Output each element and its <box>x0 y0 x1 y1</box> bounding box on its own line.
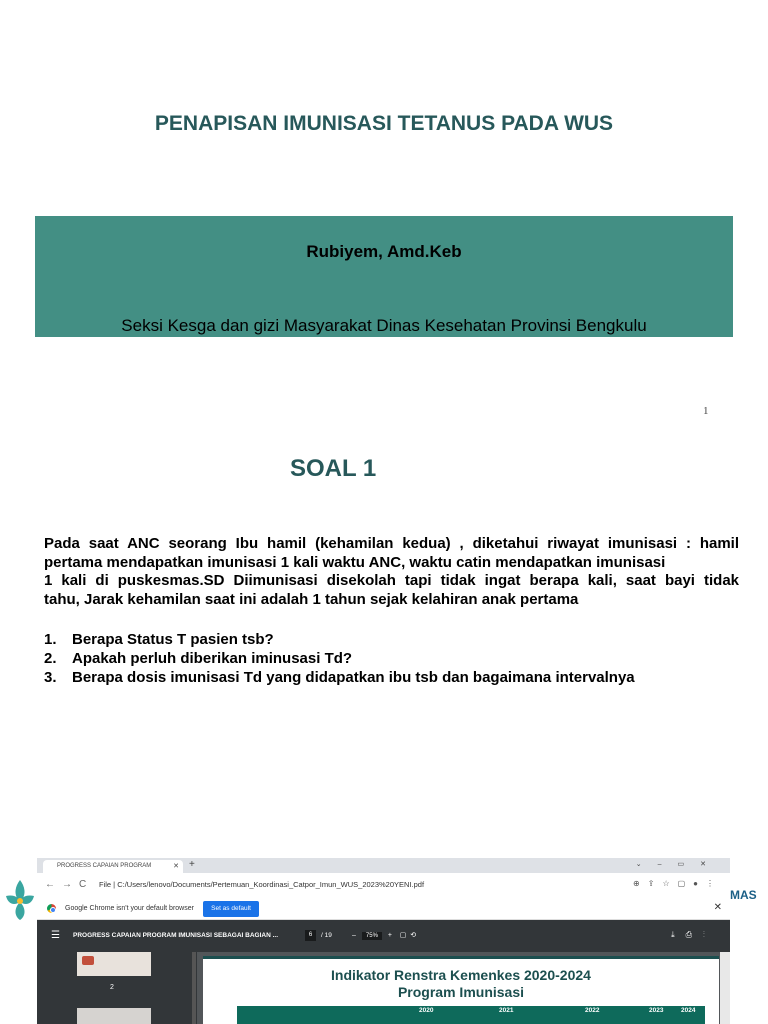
zoom-level[interactable]: 75% <box>362 932 382 940</box>
doc-subtitle: Program Imunisasi <box>397 984 525 1000</box>
infobar-text: Google Chrome isn't your default browser <box>65 905 194 912</box>
question-text: Apakah perluh diberikan iminusasi Td? <box>72 650 353 667</box>
tab-bar <box>37 858 730 873</box>
year-header: 2021 <box>499 1007 514 1014</box>
question-number: 3. <box>44 669 57 686</box>
browser-tab[interactable] <box>43 860 183 873</box>
year-header: 2024 <box>681 1007 696 1014</box>
default-browser-infobar <box>37 899 730 920</box>
soal-heading: SOAL 1 <box>290 455 377 482</box>
zoom-controls[interactable]: – 75% + ▢ ⟲ <box>352 932 417 939</box>
page-ribbon <box>203 956 719 959</box>
paragraph-line: pertama mendapatkan imunisasi 1 kali waktu ANC, waktu catin mendapatkan imunisasi <box>44 553 666 571</box>
question-item <box>44 668 635 687</box>
url-text[interactable]: File | C:/Users/lenovo/Documents/Pertemuan_Koordinasi_Catpor_Imun_WUS_2023%20YENI.pdf <box>99 880 425 889</box>
question-text: Berapa dosis imunisasi Td yang didapatkan ibu tsb dan bagaimana intervalnya <box>72 669 635 686</box>
author-name: Rubiyem, Amd.Keb <box>306 242 462 261</box>
year-header: 2023 <box>649 1007 664 1014</box>
chrome-icon <box>47 904 56 913</box>
indicator-table-header <box>237 1006 705 1024</box>
page-input[interactable]: 6 <box>305 930 316 941</box>
doc-title: Indikator Renstra Kemenkes 2020-2024 <box>331 967 591 983</box>
scrollbar[interactable] <box>720 952 730 1024</box>
page-number: 1 <box>703 405 709 417</box>
author-banner <box>35 216 733 337</box>
pdf-toolbar <box>37 920 730 952</box>
slide-title: PENAPISAN IMUNISASI TETANUS PADA WUS <box>154 112 614 135</box>
question-number: 2. <box>44 650 57 667</box>
paragraph-line: 1 kali di puskesmas.SD Diimunisasi disekolah tapi tidak ingat berapa kali, saat bayi tidak <box>44 572 739 589</box>
nav-buttons[interactable]: ←→C <box>45 879 94 890</box>
page-total: / 19 <box>321 932 332 939</box>
pdf-viewer <box>37 952 730 1024</box>
question-list <box>44 630 635 687</box>
question-item <box>44 630 635 649</box>
pdf-title: PROGRESS CAPAIAN PROGRAM IMUNISASI SEBAGAI BAGIAN ... <box>73 932 279 939</box>
page-thumbnail[interactable] <box>77 1008 151 1024</box>
case-paragraph <box>44 535 739 609</box>
address-bar <box>37 873 730 899</box>
organization-name: Seksi Kesga dan gizi Masyarakat Dinas Kesehatan Provinsi Bengkulu <box>121 316 647 335</box>
menu-icon[interactable]: ☰ <box>51 930 60 941</box>
thumbnail-number: 2 <box>110 984 114 991</box>
logo-text: MAS <box>730 888 757 902</box>
browser-screenshot <box>37 858 730 1024</box>
year-header: 2020 <box>419 1007 434 1014</box>
question-number: 1. <box>44 631 57 648</box>
question-item <box>44 649 635 668</box>
page-thumbnail[interactable] <box>77 952 151 976</box>
toolbar-icons[interactable]: ⊕⇪☆▢●⋮ <box>633 879 722 888</box>
pdf-page <box>203 956 719 1024</box>
year-header: 2022 <box>585 1007 600 1014</box>
tab-title: PROGRESS CAPAIAN PROGRAM <box>57 863 152 869</box>
set-default-button[interactable]: Set as default <box>203 901 259 917</box>
pdf-actions[interactable]: ⤓⎙⋮ <box>671 930 716 939</box>
close-tab-icon[interactable]: ✕ <box>173 863 179 870</box>
thumbnail-panel <box>37 952 197 1024</box>
close-icon[interactable]: ✕ <box>713 902 722 913</box>
paragraph-line: Pada saat ANC seorang Ibu hamil (kehamilan kedua) , diketahui riwayat imunisasi : hamil <box>44 535 739 552</box>
window-controls[interactable]: ⌄–▭✕ <box>635 861 722 868</box>
paragraph-line: tahu, Jarak kehamilan saat ini adalah 1 tahun sejak kelahiran anak pertama <box>44 590 579 608</box>
kemenkes-logo-icon <box>2 878 38 922</box>
question-text: Berapa Status T pasien tsb? <box>72 631 274 648</box>
scrollbar[interactable] <box>192 952 196 1024</box>
new-tab-icon[interactable]: + <box>189 859 195 870</box>
